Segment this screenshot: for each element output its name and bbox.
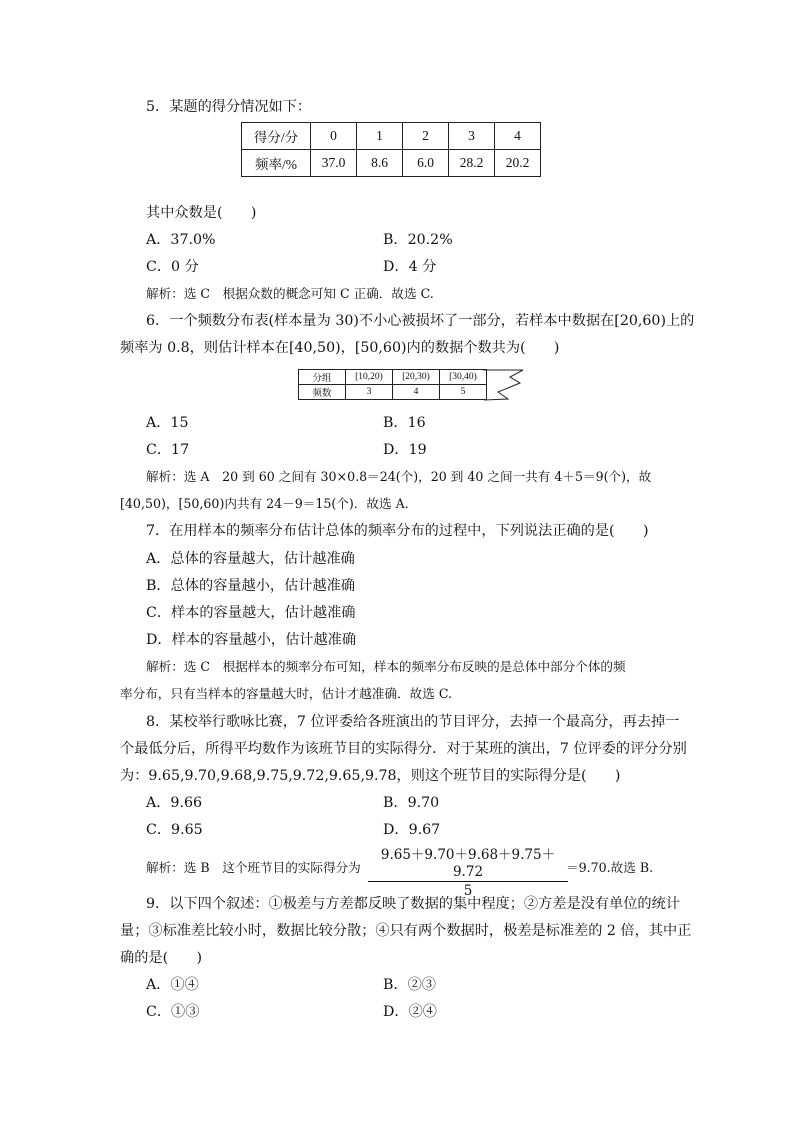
q8-analysis-suffix: ＝9.70.故选 B.	[566, 860, 654, 875]
table-cell: 5	[440, 385, 487, 400]
table-cell: 28.2	[449, 150, 495, 177]
table-cell: 频数	[299, 385, 346, 400]
fraction-denominator: 5	[463, 883, 473, 899]
table-cell: 4	[393, 385, 440, 400]
q7-option-d: D．样本的容量越小，估计越准确	[146, 632, 357, 648]
q9-option-b: B．②③	[383, 977, 436, 993]
q6-option-c: C．17	[146, 442, 190, 458]
q8-option-c: C．9.65	[146, 822, 203, 838]
q5-question: 其中众数是( )	[146, 205, 257, 221]
q9-option-a: A．①④	[146, 977, 199, 993]
torn-edge-icon	[298, 369, 530, 405]
q6-stem-line2: 频率为 0.8，则估计样本在[40,50)，[50,60)内的数据个数共为( )	[120, 340, 560, 356]
table-cell: 分组	[299, 370, 346, 385]
q6-torn-table	[298, 369, 530, 405]
q6-stem-line1: 6．一个频数分布表(样本量为 30)不小心被损坏了一部分，若样本中数据在[20,60)上的	[146, 313, 695, 329]
table-cell: [10,20)	[346, 370, 393, 385]
q7-option-b: B．总体的容量越小，估计越准确	[146, 578, 356, 594]
q5-score-table	[241, 122, 541, 177]
table-cell: 3	[346, 385, 393, 400]
table-cell: 6.0	[403, 150, 449, 177]
q5-option-c: C．0 分	[146, 259, 199, 275]
q9-option-c: C．①③	[146, 1004, 200, 1020]
table-row	[242, 150, 541, 177]
table-cell: 0	[311, 123, 357, 150]
q8-option-d: D．9.67	[383, 822, 441, 838]
table-cell: 频率/%	[242, 150, 311, 177]
q5-option-d: D．4 分	[383, 259, 437, 275]
q8-option-a: A．9.66	[146, 795, 203, 811]
q6-option-b: B．16	[383, 415, 426, 431]
q5-stem: 5．某题的得分情况如下：	[146, 99, 312, 115]
q9-stem-line3: 确的是( )	[120, 950, 203, 966]
q6-analysis-line2: [40,50)，[50,60)内共有 24－9＝15(个)．故选 A.	[120, 496, 409, 511]
table-cell: 4	[495, 123, 541, 150]
q5-option-a: A．37.0%	[146, 232, 216, 248]
q7-analysis-line2: 率分布，只有当样本的容量越大时，估计才越准确．故选 C.	[120, 686, 453, 701]
table-cell: 2	[403, 123, 449, 150]
table-cell: 37.0	[311, 150, 357, 177]
q9-stem-line2: 量；③标准差比较小时，数据比较分散；④只有两个数据时，极差是标准差的 2 倍，其中正	[120, 923, 692, 939]
q7-analysis-line1: 解析：选 C 根据样本的频率分布可知，样本的频率分布反映的是总体中部分个体的频	[146, 659, 626, 674]
q9-option-d: D．②④	[383, 1004, 437, 1020]
table-cell: 8.6	[357, 150, 403, 177]
q5-option-b: B．20.2%	[383, 232, 453, 248]
q8-stem-line3: 为：9.65,9.70,9.68,9.75,9.72,9.65,9.78，则这个班节目的实际得分是( )	[120, 768, 621, 784]
q7-option-c: C．样本的容量越大，估计越准确	[146, 605, 356, 621]
table-cell: [20,30)	[393, 370, 440, 385]
q8-stem-line1: 8．某校举行歌咏比赛，7 位评委给各班演出的节目评分，去掉一个最高分，再去掉一	[146, 714, 680, 730]
q8-analysis-prefix: 解析：选 B 这个班节目的实际得分为	[146, 860, 361, 875]
q7-option-a: A．总体的容量越大，估计越准确	[146, 551, 355, 567]
q6-option-a: A．15	[146, 415, 189, 431]
q7-stem: 7．在用样本的频率分布估计总体的频率分布的过程中，下列说法正确的是( )	[146, 523, 649, 539]
table-cell: 20.2	[495, 150, 541, 177]
q6-option-d: D．19	[383, 442, 427, 458]
q8-option-b: B．9.70	[383, 795, 440, 811]
table-cell: 得分/分	[242, 123, 311, 150]
q6-analysis-line1: 解析：选 A 20 到 60 之间有 30×0.8＝24(个)，20 到 40 之间一共有 4＋5＝9(个)，故	[146, 469, 652, 484]
q8-stem-line2: 个最低分后，所得平均数作为该班节目的实际得分．对于某班的演出，7 位评委的评分分别	[120, 741, 687, 757]
q8-analysis-fraction	[368, 847, 568, 900]
q9-stem-line1: 9．以下四个叙述：①极差与方差都反映了数据的集中程度；②方差是没有单位的统计	[146, 896, 680, 912]
table-row	[242, 123, 541, 150]
q5-analysis: 解析：选 C 根据众数的概念可知 C 正确．故选 C.	[146, 286, 434, 301]
table-cell: 3	[449, 123, 495, 150]
fraction-numerator: 9.65＋9.70＋9.68＋9.75＋9.72	[368, 847, 568, 882]
table-cell: [30,40)	[440, 370, 487, 385]
table-cell: 1	[357, 123, 403, 150]
